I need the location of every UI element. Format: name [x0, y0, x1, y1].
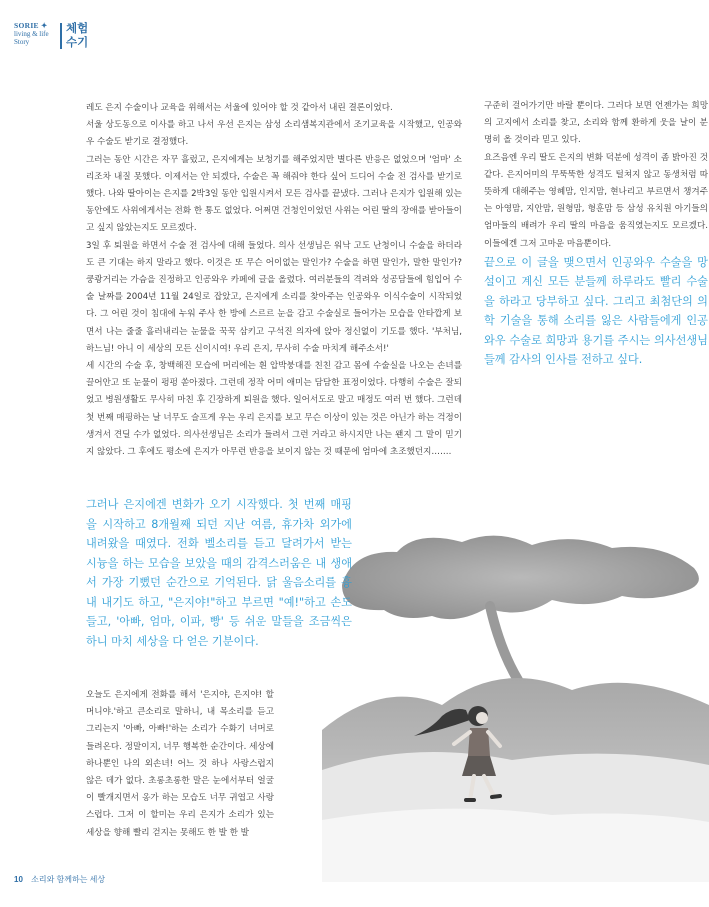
highlight-quote: 끝으로 이 글을 맺으면서 인공와우 수술을 망설이고 계신 모든 분들께 하루라도 빨리 수술을 하라고 당부하고 싶다. 그리고 최첨단의 의학 기술을 통해 소리를 잃은 사람들에게 인공와우 수술로 희망과 용기를 주시는 의사선생님들께 감사의 인사를 전하고 싶다.	[484, 255, 708, 367]
girl-running-illustration	[322, 530, 709, 882]
paragraph: 서울 상도동으로 이사를 하고 나서 우선 은지는 삼성 소리샘복지관에서 조기교육을 시작했고, 인공와우 수술도 받기로 결정했다.	[86, 120, 462, 148]
paragraph: 세 시간의 수술 후, 창백해진 모습에 머리에는 흰 압박붕대를 친친 감고 몸에 수술실을 나오는 손녀를 끌어안고 또 눈물이 펑펑 쏟아졌다. 그런데 정작 어미 애미는 담담한 표정이었다. 다행히 수술은 잘되었고 병원생활도 무사히 마친 후 긴장하게 퇴원을 했다. 일어서도로 말고 매정도 여러 번 했다. 그런데 첫 번째 매핑하는 날 너무도 슬프게 우는 우리 은지를 보고 무슨 이상이 있는 것은 아닌가 하는 걱정이 생겨서 견딜 수가 없었다. 의사선생님은 소리가 들려서 그런 거라고 하시지만 나는 왠지 그 말이 믿기지 않았다. 그 후에도 평소에 은지가 아무런 반응을 보이지 않는 것 때문에 엄마에 초조했던지…….	[86, 361, 462, 458]
logo-line-1: SORIE ✦	[14, 21, 48, 30]
paragraph: 오늘도 은지에게 전화를 해서 '은지야, 은지야! 할머니야.'하고 큰소리로 말하니, 내 목소리를 듣고 그리는지 '아빠, 아빠!'하는 소리가 수화기 너머로 들려온다. 정말이지, 너무 행복한 순간이다. 세상에 하나뿐인 나의 외손녀! 어느 것 하나 사랑스럽지 않은 데가 없다. 초롱초롱한 말은 눈에서부터 얼굴이 빨개지면서 옹가 하는 모습도 너무 귀엽고 사랑스럽다. 그저 이 할미는 우리 은지가 소리가 있는 세상을 향해 빨리 걷지는 못해도 한 발 한 발	[86, 690, 274, 838]
left-bottom-text	[86, 687, 274, 842]
page-footer	[14, 874, 105, 885]
paragraph: 구준히 걸어가기만 바랄 뿐이다. 그러다 보면 언젠가는 희망의 고지에서 소리를 찾고, 소리와 함께 환하게 웃을 날이 분명히 올 것이라 믿고 있다.	[484, 101, 708, 146]
paragraph: 그러는 동안 시간은 자꾸 흘렀고, 은지에게는 보청기를 해주었지만 별다른 반응은 없었으며 '엄마' 소리조차 내질 못했다. 이제서는 안 되겠다, 수술은 꼭 해줘야 한다 싶어 드디어 수술 전 검사를 받기로 했다. 나와 딸아이는 은지를 2박3일 동안 입원시켜서 모든 검사를 끝냈다. 그러나 은지가 입원해 있는 동안에도 사위에게서는 전화 한 통도 없었다. 어쩌면 건청인이었던 사위는 어린 딸의 장애를 받아들이고 싶지 않았는지도 모르겠다.	[86, 154, 462, 234]
right-column-text	[484, 98, 708, 370]
blue-quote-left	[86, 495, 352, 651]
header-divider	[60, 23, 62, 49]
section-title	[66, 22, 106, 50]
paragraph: 요즈음엔 우리 딸도 은지의 변화 덕분에 성격이 좀 밝아진 것 같다. 은지어미의 무뚝뚝한 성격도 털쳐지 않고 동생처럼 따뜻하게 대해주는 영혜맘, 인지맘, 현나리고 부르면서 챙겨주는 아영맘, 지안맘, 원형맘, 형훈맘 등 삼성 유치원 아기들의 엄마들의 배려가 우리 딸의 마음을 움직였는지도 모르겠다. 이들에겐 그저 고마운 마음뿐이다.	[484, 152, 708, 249]
paragraph: 3일 후 퇴원을 하면서 수술 전 검사에 대해 들었다. 의사 선생님은 워낙 고도 난청이니 수술을 하더라도 큰 기대는 하지 말라고 했다. 이것은 또 무슨 어이없는 말인가? 수술을 하면 말인가, 말한 말인가? 쿵쾅거리는 가슴을 진정하고 인공와우 카페에 글을 올렸다. 여러분들의 격려와 성공담들에 힘입어 수술 날짜를 2004년 11월 24일로 잡았고, 은지에게 소리를 찾아주는 인공와우 이식수술이 시작되었다. 그 어린 것이 침대에 누워 주사 한 방에 스르르 눈을 감고 수술실로 들어가는 모습을 안타깝게 보면서 나는 줄줄 흘러내리는 눈물을 꾹꾹 삼키고 구석진 의자에 앉아 정신없이 기도를 했다. '부처님, 하느님! 아니 이 세상의 모든 신이시여! 우리 은지, 무사히 수술 마치게 해주소서!'	[86, 240, 462, 354]
magazine-logo	[14, 22, 56, 46]
highlight-quote: 그러나 은지에겐 변화가 오기 시작했다. 첫 번째 매핑을 시작하고 8개월째 되던 지난 여름, 휴가차 외가에 내려왔을 때였다. 전화 벨소리를 듣고 달려가서 받는 시늉을 하는 모습을 보았을 때의 감격스러움은 내 생애서 가장 기뻤던 순간으로 기억된다. 닭 울음소리를 흉내 내기도 하고, "은지야!"하고 부르면 "예!"하고 손도 들고, '아빠, 엄마, 이파, 빵' 등 쉬운 말들을 조금씩은 하니 마치 세상을 다 얻은 기분이다.	[86, 498, 352, 648]
logo-line-2: living & life	[14, 30, 49, 38]
section-title-line-2: 수기	[66, 37, 89, 49]
section-title-line-1: 체험	[66, 23, 89, 35]
paragraph: 레도 은지 수술이나 교육을 위해서는 서울에 있어야 할 것 같아서 내린 결론이었다.	[86, 103, 393, 113]
magazine-title: 소리와 함께하는 세상	[31, 875, 106, 884]
page-number: 10	[14, 875, 23, 884]
left-column-text	[86, 100, 462, 461]
logo-line-3: Story	[14, 38, 30, 46]
